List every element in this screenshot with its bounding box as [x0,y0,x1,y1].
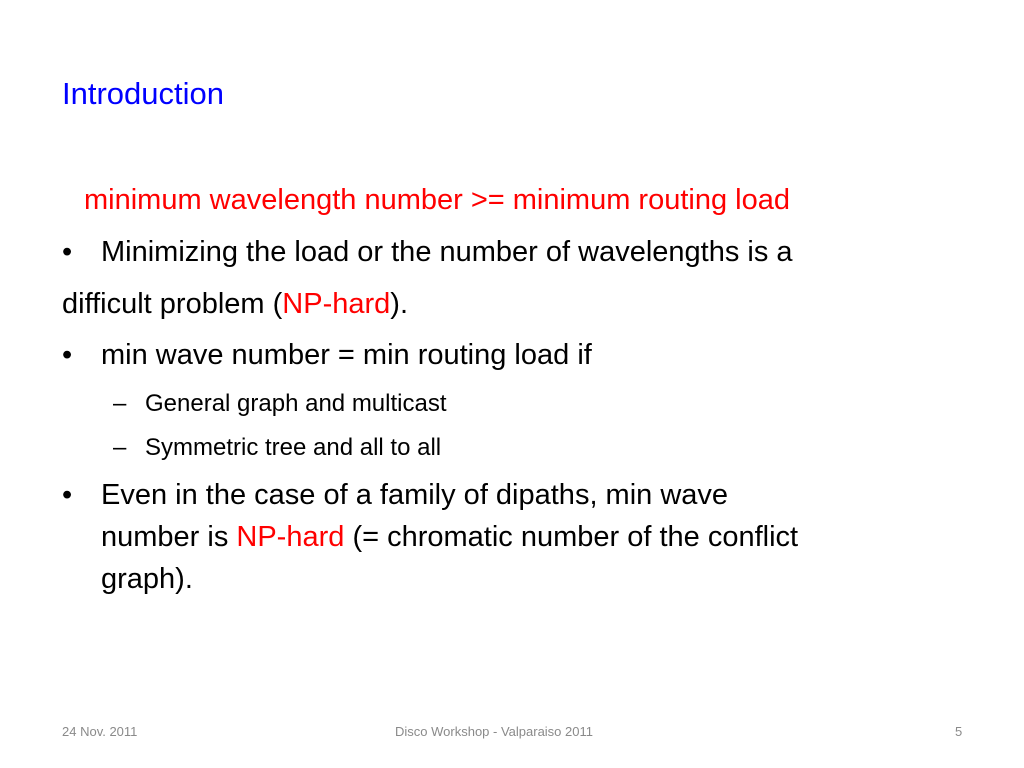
footer-date: 24 Nov. 2011 [62,724,138,739]
bullet-text-line3: graph). [101,563,193,595]
footer-title: Disco Workshop - Valparaiso 2011 [395,724,593,739]
bullet-text-line1: Even in the case of a family of dipaths, min wave [101,479,729,511]
np-hard-label: NP-hard [236,521,345,553]
continuation-after: ). [390,288,408,320]
bullet-marker: • [62,479,73,511]
bullet3-before: number is [101,521,237,553]
highlight-statement: minimum wavelength number >= minimum routing load [84,184,790,216]
sub-item: Symmetric tree and all to all [145,434,442,461]
bullet-text: Minimizing the load or the number of wavelengths is a [101,236,793,268]
slide-title: Introduction [62,76,224,111]
np-hard-label: NP-hard [282,288,391,320]
sub-bullet-marker: – [113,434,127,461]
bullet3-after: (= chromatic number of the conflict [344,521,799,553]
sub-item: General graph and multicast [145,390,447,417]
continuation-text [62,288,408,321]
bullet-text-line2 [101,521,798,554]
bullet-text: min wave number = min routing load if [101,339,592,371]
bullet-marker: • [62,236,73,268]
bullet-marker: • [62,339,73,371]
page-number: 5 [955,724,963,739]
sub-bullet-marker: – [113,390,127,417]
continuation-before: difficult problem ( [62,288,283,320]
